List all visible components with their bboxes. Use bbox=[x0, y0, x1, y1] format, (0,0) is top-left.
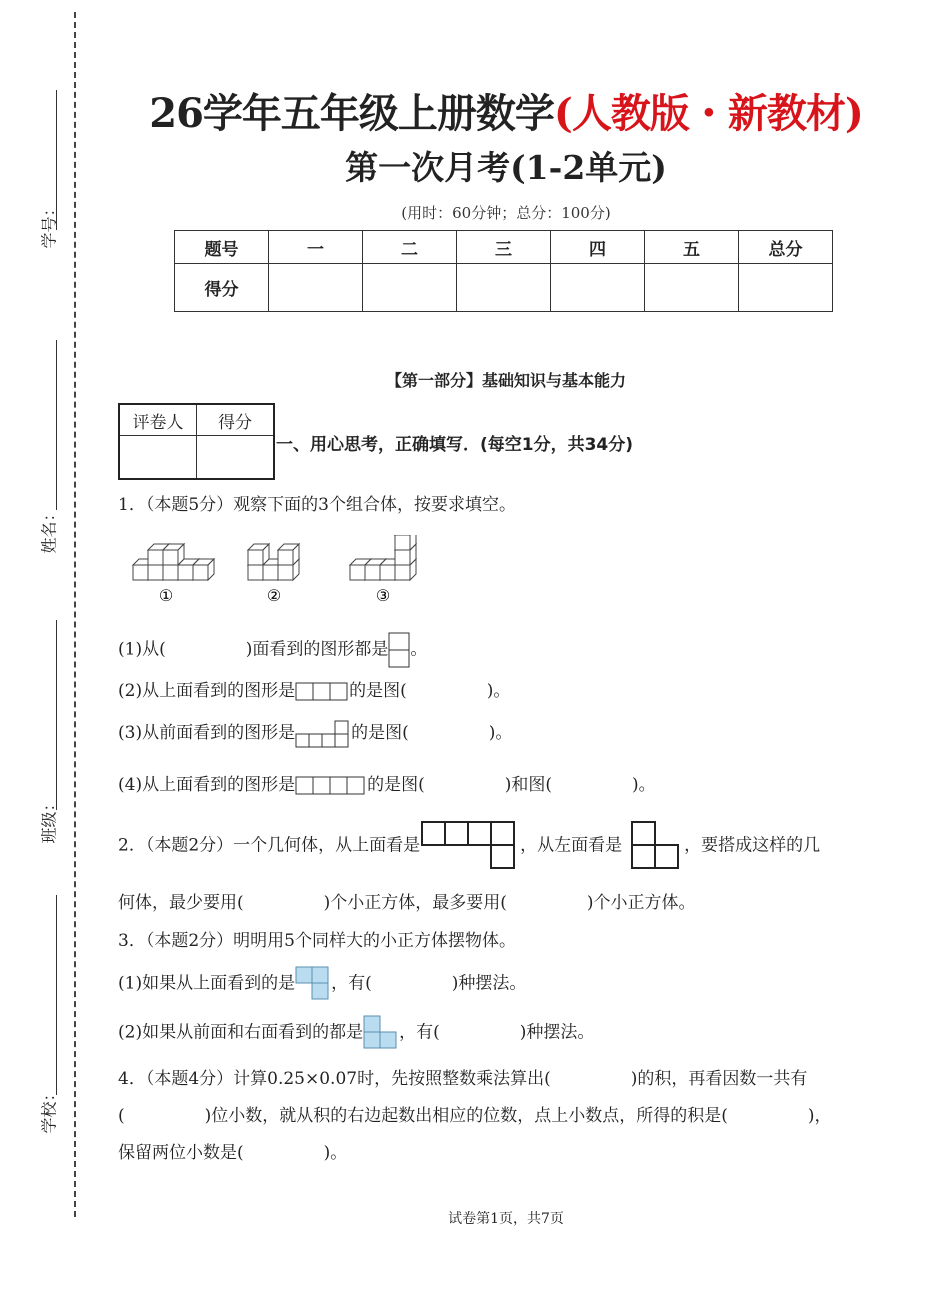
q3-s1-text: (1)如果从上面看到的是 bbox=[118, 973, 296, 994]
school-line bbox=[56, 895, 57, 1095]
cube-figure-1 bbox=[133, 544, 214, 580]
q4-text: )位小数，就从积的右边起数出相应的位数，点上小数点，所得的积是( bbox=[204, 1106, 728, 1126]
q1-stem: 1．（本题5分）观察下面的3个组合体，按要求填空。 bbox=[118, 495, 516, 515]
score-header-cell: 二 bbox=[363, 231, 457, 264]
score-cell[interactable] bbox=[551, 264, 645, 312]
q4-text: 保留两位小数是( bbox=[118, 1143, 244, 1163]
grader-header: 评卷人 bbox=[119, 404, 197, 436]
exam-subtitle: 第一次月考(1-2单元) bbox=[345, 148, 667, 187]
view-shape-icon bbox=[295, 776, 367, 796]
page-footer: 试卷第1页，共7页 bbox=[448, 1211, 564, 1227]
q4-text: )， bbox=[807, 1106, 832, 1126]
q3-s2-text: )种摆法。 bbox=[519, 1022, 595, 1043]
fig-label-1: ① bbox=[158, 586, 174, 605]
left-view-shape bbox=[630, 820, 684, 872]
score-cell[interactable] bbox=[363, 264, 457, 312]
exam-info: (用时：60分钟；总分：100分) bbox=[401, 204, 611, 222]
name-label: 姓名： bbox=[39, 505, 59, 554]
q3-s2-text: (2)如果从前面和右面看到的都是 bbox=[118, 1022, 364, 1043]
q1-s2-text: (2)从上面看到的图形是 bbox=[118, 681, 296, 701]
q3-s2-text: ，有( bbox=[399, 1022, 440, 1043]
q3-s1-text: )种摆法。 bbox=[451, 973, 527, 994]
title-main: 26学年五年级上册数学 bbox=[149, 90, 554, 137]
q2-text: )个小正方体，最多要用( bbox=[323, 893, 507, 913]
score-header-cell: 四 bbox=[551, 231, 645, 264]
fig-label-3: ③ bbox=[375, 586, 391, 605]
binding-dashed-line bbox=[74, 12, 76, 1217]
q1-sub2 bbox=[118, 676, 510, 702]
cube-figure-2 bbox=[248, 544, 299, 580]
q4-line2 bbox=[118, 1101, 832, 1126]
score-table bbox=[174, 230, 833, 312]
score-row-label: 得分 bbox=[175, 264, 269, 312]
score-header-cell: 一 bbox=[269, 231, 363, 264]
q4-text: 4．（本题4分）计算0.25×0.07时，先按照整数乘法算出( bbox=[118, 1069, 551, 1089]
title-edition: (人教版・新教材) bbox=[553, 90, 863, 137]
score-cell[interactable] bbox=[739, 264, 833, 312]
q3-stem: 3．（本题2分）明明用5个同样大的小正方体摆物体。 bbox=[118, 931, 516, 951]
grader-table bbox=[118, 403, 275, 480]
q1-s4-text: 的是图( bbox=[367, 775, 425, 795]
q3-sub2 bbox=[118, 1015, 594, 1051]
q2-text: ，要搭成这样的几 bbox=[684, 835, 821, 856]
view-shape-icon bbox=[295, 720, 351, 748]
q1-s4-text: )和图( bbox=[504, 775, 552, 795]
q4-text: )。 bbox=[323, 1143, 348, 1163]
q4-text: ( bbox=[118, 1106, 125, 1126]
score-header-cell: 题号 bbox=[175, 231, 269, 264]
grader-cell[interactable] bbox=[119, 436, 197, 480]
q1-s2-text: 的是图( bbox=[349, 681, 407, 701]
q1-s3-text: )。 bbox=[488, 723, 513, 743]
grader-score-header: 得分 bbox=[197, 404, 275, 436]
part-title: 【第一部分】基础知识与基本能力 bbox=[385, 371, 626, 390]
q2-text: 2．（本题2分）一个几何体，从上面看是 bbox=[118, 835, 421, 856]
view-shape-icon bbox=[388, 632, 410, 668]
q1-s4-text: )。 bbox=[632, 775, 656, 795]
score-cell[interactable] bbox=[645, 264, 739, 312]
school-label: 学校： bbox=[39, 1085, 59, 1134]
score-header-cell: 总分 bbox=[739, 231, 833, 264]
q4-line3 bbox=[118, 1138, 347, 1163]
q2-line2 bbox=[118, 888, 696, 913]
score-cell[interactable] bbox=[457, 264, 551, 312]
exam-title bbox=[0, 82, 930, 139]
q2-line1 bbox=[118, 820, 820, 872]
top-view-shape bbox=[295, 966, 331, 1002]
q2-text: )个小正方体。 bbox=[586, 893, 696, 913]
fig-label-2: ② bbox=[266, 586, 282, 605]
q2-text: 何体，最少要用( bbox=[118, 893, 244, 913]
q1-sub1 bbox=[118, 632, 427, 668]
q1-s1-text: 。 bbox=[410, 639, 428, 660]
q1-s3-text: (3)从前面看到的图形是 bbox=[118, 723, 296, 743]
q4-text: )的积，再看因数一共有 bbox=[630, 1069, 808, 1089]
q1-sub4 bbox=[118, 770, 656, 796]
q1-s1-text: (1)从( bbox=[118, 639, 166, 660]
cube-figure-3 bbox=[350, 535, 416, 580]
section-title: 一、用心思考，正确填写．(每空1分，共34分) bbox=[276, 435, 634, 455]
score-header-cell: 三 bbox=[457, 231, 551, 264]
score-cell[interactable] bbox=[269, 264, 363, 312]
q1-s3-text: 的是图( bbox=[351, 723, 409, 743]
q1-s4-text: (4)从上面看到的图形是 bbox=[118, 775, 296, 795]
grader-score-cell[interactable] bbox=[197, 436, 275, 480]
view-shape-icon bbox=[295, 682, 349, 702]
q3-s1-text: ，有( bbox=[331, 973, 372, 994]
q3-sub1 bbox=[118, 966, 526, 1002]
score-header-cell: 五 bbox=[645, 231, 739, 264]
class-label: 班级： bbox=[39, 795, 59, 844]
name-line bbox=[56, 340, 57, 510]
q1-sub3 bbox=[118, 718, 512, 748]
q1-s2-text: )。 bbox=[486, 681, 511, 701]
cube-figures bbox=[128, 535, 438, 607]
class-line bbox=[56, 620, 57, 810]
q4-line1 bbox=[118, 1064, 807, 1089]
q2-text: ，从左面看是 bbox=[520, 835, 623, 856]
q1-s1-text: )面看到的图形都是 bbox=[245, 639, 389, 660]
top-view-shape bbox=[420, 820, 520, 872]
student-id-label: 学号： bbox=[39, 200, 59, 249]
front-right-view-shape bbox=[363, 1015, 399, 1051]
